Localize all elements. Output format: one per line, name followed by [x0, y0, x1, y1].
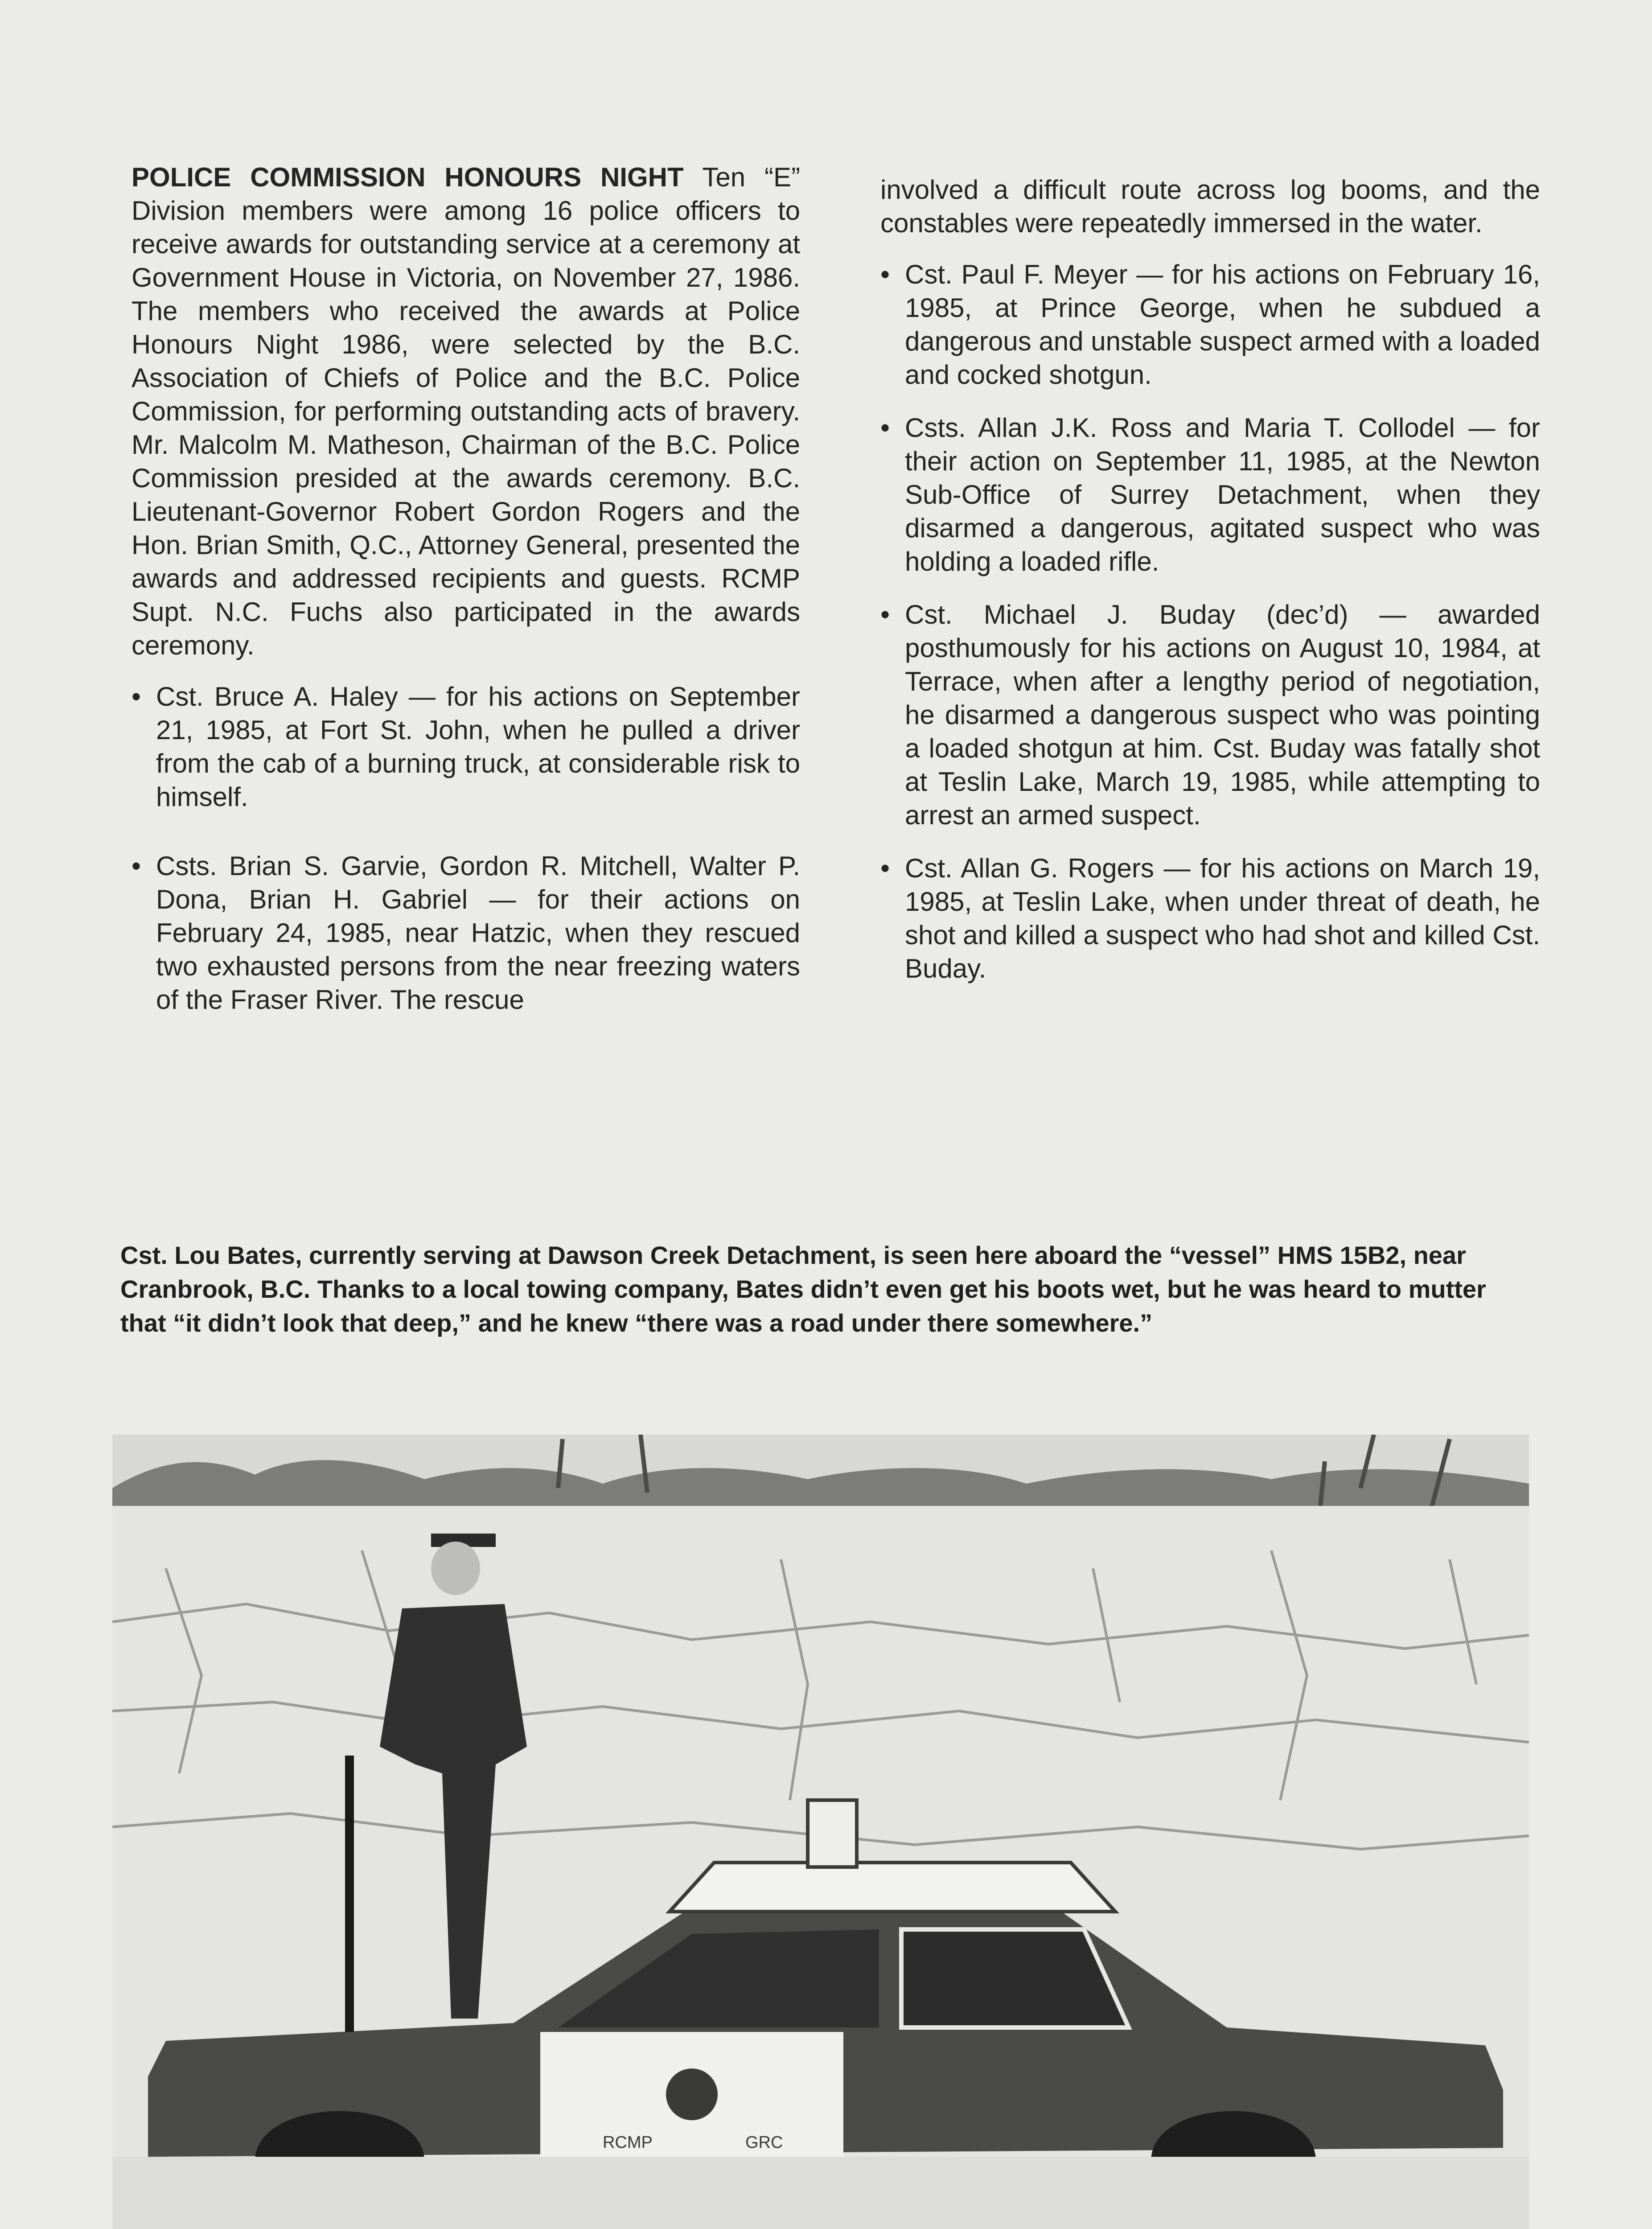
bullet-marker: • [132, 682, 141, 711]
rcmp-crest-icon [666, 2069, 718, 2120]
photo-caption: Cst. Lou Bates, currently serving at Dawson Creek Detachment, is seen here aboard the “vessel” HMS 15B2, near Cranbrook, B.C. Thanks to a local towing company, Bates didn’t even get his boots wet, but he was heard to mutter that “it didn’t look that deep,” and he knew “there was a road under there somewhere.” [120, 1241, 1486, 1337]
award-item [132, 680, 800, 814]
award-text: Cst. Bruce A. Haley — for his actions on September 21, 1985, at Fort St. John, when he pulled a driver from the cab of a burning truck, at considerable risk to himself. [156, 682, 800, 812]
article-right-column [880, 173, 1540, 1005]
car-roof [670, 1863, 1115, 1912]
bullet-marker: • [132, 851, 141, 881]
bullet-marker: • [880, 413, 890, 443]
article-left-column [132, 160, 800, 1036]
article-intro-paragraph [132, 160, 800, 662]
article-title: POLICE COMMISSION HONOURS NIGHT [132, 162, 684, 192]
flooded-police-car-photo [112, 1435, 1529, 2229]
bullet-marker: • [880, 600, 890, 629]
award-text: Csts. Allan J.K. Ross and Maria T. Collodel — for their action on September 11, 1985, at the Newton Sub-Office of Surrey Detachment, when they disarmed a dangerous, agitated suspect who was holding a loaded rifle. [905, 413, 1540, 576]
shotgun [345, 1756, 354, 2032]
article-intro: Ten “E” Division members were among 16 police officers to receive awards for outstanding service at a ceremony at Government House in Victoria, on November 27, 1986. The members who received the awards at Police Honours Night 1986, were selected by the B.C. Association of Chiefs of Police and the B.C. Police Commission, for performing outstanding acts of bravery. Mr. Malcolm M. Matheson, Chairman of the B.C. Police Commission presided at the awards ceremony. B.C. Lieutenant-Governor Robert Gordon Rogers and the Hon. Brian Smith, Q.C., Attorney General, presented the awards and addressed recipients and guests. RCMP Supt. N.C. Fuchs also participated in the awards ceremony. [132, 162, 800, 660]
bullet-marker: • [880, 259, 890, 289]
roof-light [808, 1800, 857, 1867]
award-item [880, 598, 1540, 832]
award-text: Cst. Allan G. Rogers — for his actions on March 19, 1985, at Teslin Lake, when under threat of death, he shot and killed a suspect who had shot and killed Cst. Buday. [905, 853, 1540, 983]
officer-face [431, 1542, 480, 1595]
door-text-rcmp: RCMP [603, 2133, 653, 2152]
award-text: Cst. Paul F. Meyer — for his actions on February 16, 1985, at Prince George, when he subdued a dangerous and unstable suspect armed with a loaded and cocked shotgun. [905, 259, 1540, 390]
award-item [880, 411, 1540, 578]
flood-water [112, 2157, 1529, 2229]
award-item [132, 849, 800, 1016]
award-item [880, 851, 1540, 985]
award-text: Cst. Michael J. Buday (dec’d) — awarded posthumously for his actions on August 10, 1984, at Terrace, when after a lengthy period of negotiation, he disarmed a dangerous suspect who was pointing a loaded shotgun at him. Cst. Buday was fatally shot at Teslin Lake, March 19, 1985, while attempting to arrest an armed suspect. [905, 600, 1540, 830]
photo-illustration [112, 1435, 1529, 2229]
bullet-marker: • [880, 853, 890, 883]
award-item [880, 258, 1540, 391]
door-text-grc: GRC [745, 2133, 783, 2152]
award-text: Csts. Brian S. Garvie, Gordon R. Mitchell, Walter P. Dona, Brian H. Gabriel — for their actions on February 24, 1985, near Hatzic, when they rescued two exhausted persons from the near freezing waters of the Fraser River. The rescue [156, 851, 800, 1015]
continued-paragraph: involved a difficult route across log booms, and the constables were repeatedly immersed in the water. [880, 175, 1540, 238]
